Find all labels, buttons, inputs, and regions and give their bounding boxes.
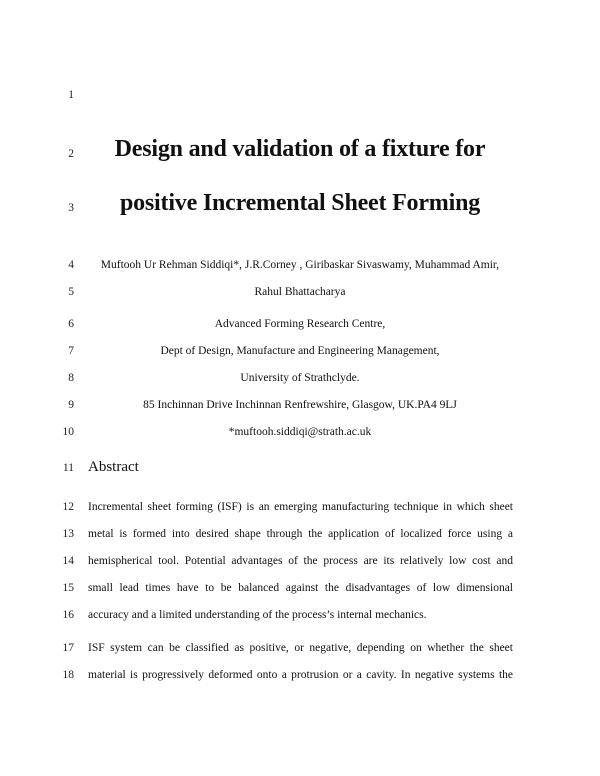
authors-line-1: Muftooh Ur Rehman Siddiqi*, J.R.Corney , Giribaskar Sivaswamy, Muhammad Amir, — [100, 259, 500, 271]
line-number: 13 — [62, 528, 74, 540]
line-number: 16 — [62, 609, 74, 621]
line-number: 11 — [62, 462, 74, 474]
line-number: 15 — [62, 582, 74, 594]
abstract-line: Incremental sheet forming (ISF) is an emerging manufacturing technique in which sheet — [88, 501, 513, 513]
line-number: 14 — [62, 555, 74, 567]
paper-title-line-2: positive Incremental Sheet Forming — [119, 190, 481, 216]
line-number: 9 — [68, 399, 74, 411]
abstract-line: material is progressively deformed onto a protrusion or a cavity. In negative systems the — [88, 669, 513, 681]
line-number: 1 — [68, 89, 74, 101]
line-number: 5 — [68, 286, 74, 298]
abstract-heading: Abstract — [88, 459, 139, 475]
line-number: 3 — [68, 202, 74, 214]
line-number: 2 — [68, 148, 74, 160]
abstract-line: small lead times have to be balanced against the disadvantages of low dimensional — [88, 582, 513, 594]
abstract-line: ISF system can be classified as positive, or negative, depending on whether the sheet — [88, 642, 513, 654]
affiliation-line-3: University of Strathclyde. — [240, 372, 360, 384]
line-number: 8 — [68, 372, 74, 384]
line-number: 12 — [62, 501, 74, 513]
abstract-line: metal is formed into desired shape through the application of localized force using a — [88, 528, 513, 540]
affiliation-line-1: Advanced Forming Research Centre, — [214, 318, 386, 330]
line-number: 17 — [62, 642, 74, 654]
paper-title-line-1: Design and validation of a fixture for — [114, 136, 486, 162]
line-number: 6 — [68, 318, 74, 330]
abstract-line: accuracy and a limited understanding of the process’s internal mechanics. — [88, 609, 427, 621]
affiliation-line-4: 85 Inchinnan Drive Inchinnan Renfrewshire, Glasgow, UK.PA4 9LJ — [143, 399, 457, 411]
authors-line-2: Rahul Bhattacharya — [254, 286, 346, 298]
corresponding-email: *muftooh.siddiqi@strath.ac.uk — [228, 426, 372, 438]
line-number: 10 — [62, 426, 74, 438]
abstract-line: hemispherical tool. Potential advantages of the process are its relatively low cost and — [88, 555, 513, 567]
line-number: 18 — [62, 669, 74, 681]
line-number: 7 — [68, 345, 74, 357]
line-number: 4 — [68, 259, 74, 271]
affiliation-line-2: Dept of Design, Manufacture and Engineering Management, — [160, 345, 440, 357]
